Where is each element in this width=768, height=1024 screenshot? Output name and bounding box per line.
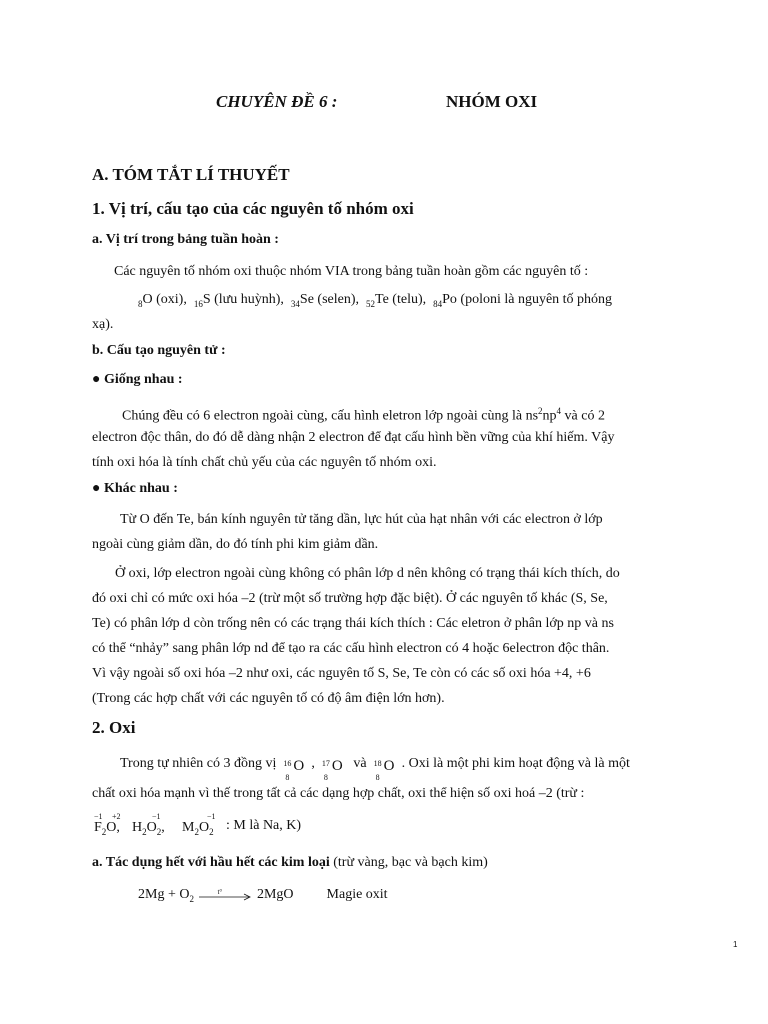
h2o2-formula: $H_2O_2$, xyxy=(132,820,165,837)
differences-line-3: Ở oxi, lớp electron ngoài cùng không có phân lớp d nên không có trạng thái kích thích, do xyxy=(115,566,620,581)
differences-line-1: Từ O đến Te, bán kính nguyên tử tăng dần, lực hút của hạt nhân với các electron ở lớp xyxy=(120,512,603,527)
m2o2-formula: $M_2O_2$ xyxy=(182,820,214,837)
polonium-label: Po (poloni là nguyên tố phóng xyxy=(442,292,613,307)
m2o2-ox: −1 xyxy=(207,812,216,821)
sulfur-atomic-number: 16 xyxy=(193,298,203,309)
page-number: 1 xyxy=(733,940,738,949)
differences-heading: ● Khác nhau : xyxy=(92,481,178,496)
selenium-atomic-number: 34 xyxy=(290,298,300,309)
selenium-label: Se (selen), xyxy=(299,292,360,307)
section-2-heading: 2. Oxi xyxy=(92,718,136,737)
oxygen-label: O (oxi), xyxy=(142,292,187,307)
reaction-condition: t° xyxy=(217,887,223,896)
f2o-formula: $F_2O$, xyxy=(94,820,120,837)
differences-line-2: ngoài cùng giảm dần, do đó tính phi kim giảm dần. xyxy=(92,537,379,552)
oxygen-atomic-number: 8 xyxy=(138,298,143,309)
differences-line-7: Vì vậy ngoài số oxi hóa –2 như oxi, các nguyên tố S, Se, Te còn có các số oxi hóa +4, +6 xyxy=(92,666,591,681)
differences-line-5: Te) có phân lớp d còn trống nên có các trạng thái kích thích : Các eletron ở phân lớp np và ns xyxy=(92,616,614,631)
h2o2-ox: −1 xyxy=(152,812,161,821)
reaction-equation xyxy=(138,882,388,912)
subsection-1a-heading: a. Vị trí trong bảng tuần hoàn : xyxy=(92,232,279,247)
reaction-lhs: 2Mg + O xyxy=(138,887,190,902)
tellurium-label: Te (telu), xyxy=(375,292,427,307)
f2o-ox-f: −1 xyxy=(94,812,103,821)
similarities-line-3: tính oxi hóa là tính chất chủ yếu của các nguyên tố nhóm oxi. xyxy=(92,455,437,470)
isotope-o18: 18 8 O xyxy=(373,757,395,782)
oxygen-isotopes-line: Trong tự nhiên có 3 đồng vị 16 8 O , 17 8 O và 18 8 O . Oxi là một phi kim hoạt động và là một xyxy=(120,751,630,776)
isotope-o17: 17 8 O xyxy=(321,757,343,782)
oxygen-oxidizer-line: chất oxi hóa mạnh vì thế trong tất cả các dạng hợp chất, oxi thể hiện số oxi hoá –2 (trừ : xyxy=(92,786,585,801)
reaction-lhs-sub: 2 xyxy=(189,893,194,904)
differences-line-6: có thể “nhảy” sang phân lớp nd để tạo ra các cấu hình electron có 4 hoặc 6electron độc thân. xyxy=(92,641,610,656)
reaction-arrow-icon xyxy=(197,888,253,902)
polonium-atomic-number: 84 xyxy=(433,298,443,309)
sulfur-label: S (lưu huỳnh), xyxy=(202,292,284,307)
similarities-text-b: np xyxy=(542,408,557,424)
title-topic: NHÓM OXI xyxy=(446,92,538,111)
reaction-product-name: Magie oxit xyxy=(326,887,388,902)
title-chapter: CHUYÊN ĐỀ 6 : xyxy=(216,92,338,111)
element-list-continued: xạ). xyxy=(92,317,114,332)
similarities-text-c: và có 2 xyxy=(561,408,605,424)
subsection-1b-heading: b. Cấu tạo nguyên tử : xyxy=(92,343,226,358)
paragraph-group-intro: Các nguyên tố nhóm oxi thuộc nhóm VIA trong bảng tuần hoàn gồm các nguyên tố : xyxy=(114,264,589,279)
isotope-o16: 16 8 O xyxy=(283,757,305,782)
isotopes-and: và xyxy=(353,756,367,771)
subsection-2a-heading xyxy=(92,850,488,875)
section-1-heading: 1. Vị trí, cấu tạo của các nguyên tố nhóm oxi xyxy=(92,199,414,218)
subsection-2a-rest: (trừ vàng, bạc và bạch kim) xyxy=(333,855,488,870)
similarities-sup-2: 4 xyxy=(556,406,562,416)
element-list xyxy=(138,287,612,317)
f2o-ox-o: +2 xyxy=(112,812,121,821)
exception-compounds xyxy=(94,812,334,842)
reaction-rhs: 2MgO xyxy=(256,887,294,902)
similarities-line-2: electron độc thân, do đó dễ dàng nhận 2 electron để đạt cấu hình bền vững của khí hiếm. Vậy xyxy=(92,430,615,445)
similarities-text-a: Chúng đều có 6 electron ngoài cùng, cấu hình eletron lớp ngoài cùng là ns xyxy=(122,408,539,424)
differences-line-8: (Trong các hợp chất với các nguyên tố có độ âm điện lớn hơn). xyxy=(92,691,445,706)
differences-line-4: đó oxi chỉ có mức oxi hóa –2 (trừ một số trường hợp đặc biệt). Ở các nguyên tố khác (S, Se, xyxy=(92,591,608,606)
isotopes-outro: . Oxi là một phi kim hoạt động và là một xyxy=(401,756,630,771)
tellurium-atomic-number: 52 xyxy=(366,298,376,309)
exception-note: : M là Na, K) xyxy=(226,818,302,833)
section-a-heading: A. TÓM TẮT LÍ THUYẾT xyxy=(92,165,290,184)
subsection-2a-bold: a. Tác dụng hết với hầu hết các kim loại xyxy=(92,855,330,870)
isotopes-intro: Trong tự nhiên có 3 đồng vị xyxy=(120,756,277,771)
similarities-sup-1: 2 xyxy=(538,406,543,416)
similarities-heading: ● Giống nhau : xyxy=(92,372,183,387)
